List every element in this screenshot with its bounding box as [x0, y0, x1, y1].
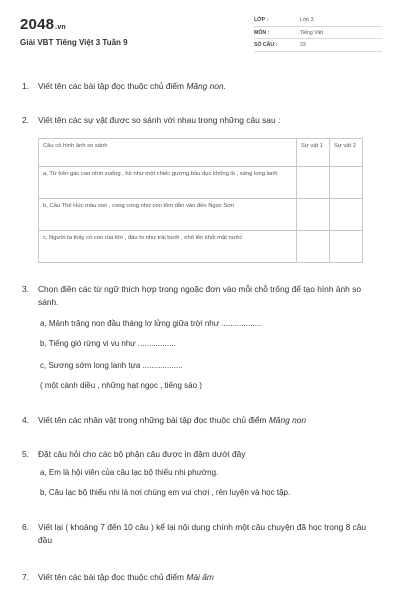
question-7 [22, 571, 382, 584]
table-row [39, 231, 363, 263]
table-cell-empty[interactable] [297, 199, 330, 231]
question-1 [22, 80, 382, 93]
table-row [39, 199, 363, 231]
meta-value: Tiếng Việt [300, 29, 324, 36]
question-text: Viết tên các sự vật được so sánh với nhau trong những câu sau : [38, 115, 281, 125]
question-number: 2. [22, 115, 29, 125]
question-text: Đặt câu hỏi cho các bộ phận câu được in đậm dưới đây [38, 449, 246, 459]
meta-value: Lớp 3 [300, 17, 314, 23]
site-logo[interactable] [20, 16, 66, 33]
question-5 [22, 448, 382, 461]
question-text [38, 571, 382, 584]
meta-key: MÔN : [254, 29, 270, 36]
question-6 [22, 521, 382, 546]
table-row [39, 167, 363, 199]
meta-key: SỐ CÂU : [254, 42, 278, 48]
table-cell: c, Người ta thấy có con rùa lớn , đầu to như trái bưởi , nhô lên khỏi mặt nước [39, 231, 297, 263]
question-number: 7. [22, 572, 29, 582]
table-cell-empty[interactable] [297, 167, 330, 199]
table-cell-empty[interactable] [330, 167, 363, 199]
answer-item: a, Mảnh trăng non đầu tháng lơ lửng giữa trời như .................. [40, 319, 262, 328]
answer-item: b, Tiếng gió rừng vi vu như ................. [40, 339, 176, 348]
question-text [38, 414, 382, 427]
page-header [20, 14, 382, 66]
question-2 [22, 114, 382, 127]
question-number: 5. [22, 449, 29, 459]
question-4 [22, 414, 382, 427]
meta-row-subject [254, 27, 382, 40]
question-text-italic: Mái ấm [186, 572, 214, 582]
answer-item: a, Em là hội viên của câu lạc bộ thiếu nhi phường. [40, 468, 219, 477]
question-text [38, 80, 382, 93]
comparison-table [38, 138, 363, 263]
meta-value: 23 [300, 42, 306, 48]
table-cell-empty[interactable] [297, 231, 330, 263]
meta-row-class [254, 14, 382, 27]
logo-suffix: .vn [55, 24, 66, 31]
answer-item: c, Sương sớm long lanh tựa .................. [40, 361, 183, 370]
answer-item: b, Câu lạc bộ thiếu nhi là nơi chúng em vui chơi , rèn luyện và học tập. [40, 488, 291, 497]
question-text-plain: Viết tên các nhân vật trong những bài tập đọc thuộc chủ điểm [38, 415, 269, 425]
document-title: Giải VBT Tiếng Việt 3 Tuần 9 [20, 38, 128, 47]
question-text-plain: Viết tên các bài tập đọc thuộc chủ điểm [38, 81, 187, 91]
word-options: ( một cánh diều , những hạt ngọc , tiếng sáo ) [40, 381, 202, 390]
table-cell-empty[interactable] [330, 231, 363, 263]
question-3 [22, 283, 382, 308]
table-cell: a, Từ trên gác cao nhìn xuống , hồ như một chiếc gương bầu dục khổng lồ , sáng long lanh [39, 167, 297, 199]
question-text: Chọn điền các từ ngữ thích hợp trong ngoặc đơn vào mỗi chỗ trống để tạo hình ảnh so sánh. [38, 284, 361, 307]
meta-info [254, 14, 382, 52]
logo-main: 2048 [20, 16, 55, 33]
question-text: Viết lại ( khoảng 7 đến 10 câu ) kể lại nội dung chính một câu chuyện đã học trong 8 câu đầu [38, 522, 367, 545]
table-header-row [39, 139, 363, 167]
table-cell-empty[interactable] [330, 199, 363, 231]
table-header-cell: Câu có hình ảnh so sánh [39, 139, 297, 167]
question-number: 1. [22, 81, 29, 91]
meta-key: LỚP : [254, 17, 269, 23]
question-number: 3. [22, 284, 29, 294]
question-text-italic: Măng non. [186, 81, 226, 91]
table-cell: b, Cầu Thê Húc màu son , cong cong như con tôm dẫn vào đền Ngọc Sơn [39, 199, 297, 231]
meta-row-count [254, 39, 382, 52]
question-number: 6. [22, 522, 29, 532]
question-number: 4. [22, 415, 29, 425]
table-header-cell: Sự vật 2 [330, 139, 363, 167]
question-text-italic: Măng non [268, 415, 307, 425]
table-header-cell: Sự vật 1 [297, 139, 330, 167]
question-text-plain: Viết tên các bài tập đọc thuộc chủ điểm [38, 572, 187, 582]
